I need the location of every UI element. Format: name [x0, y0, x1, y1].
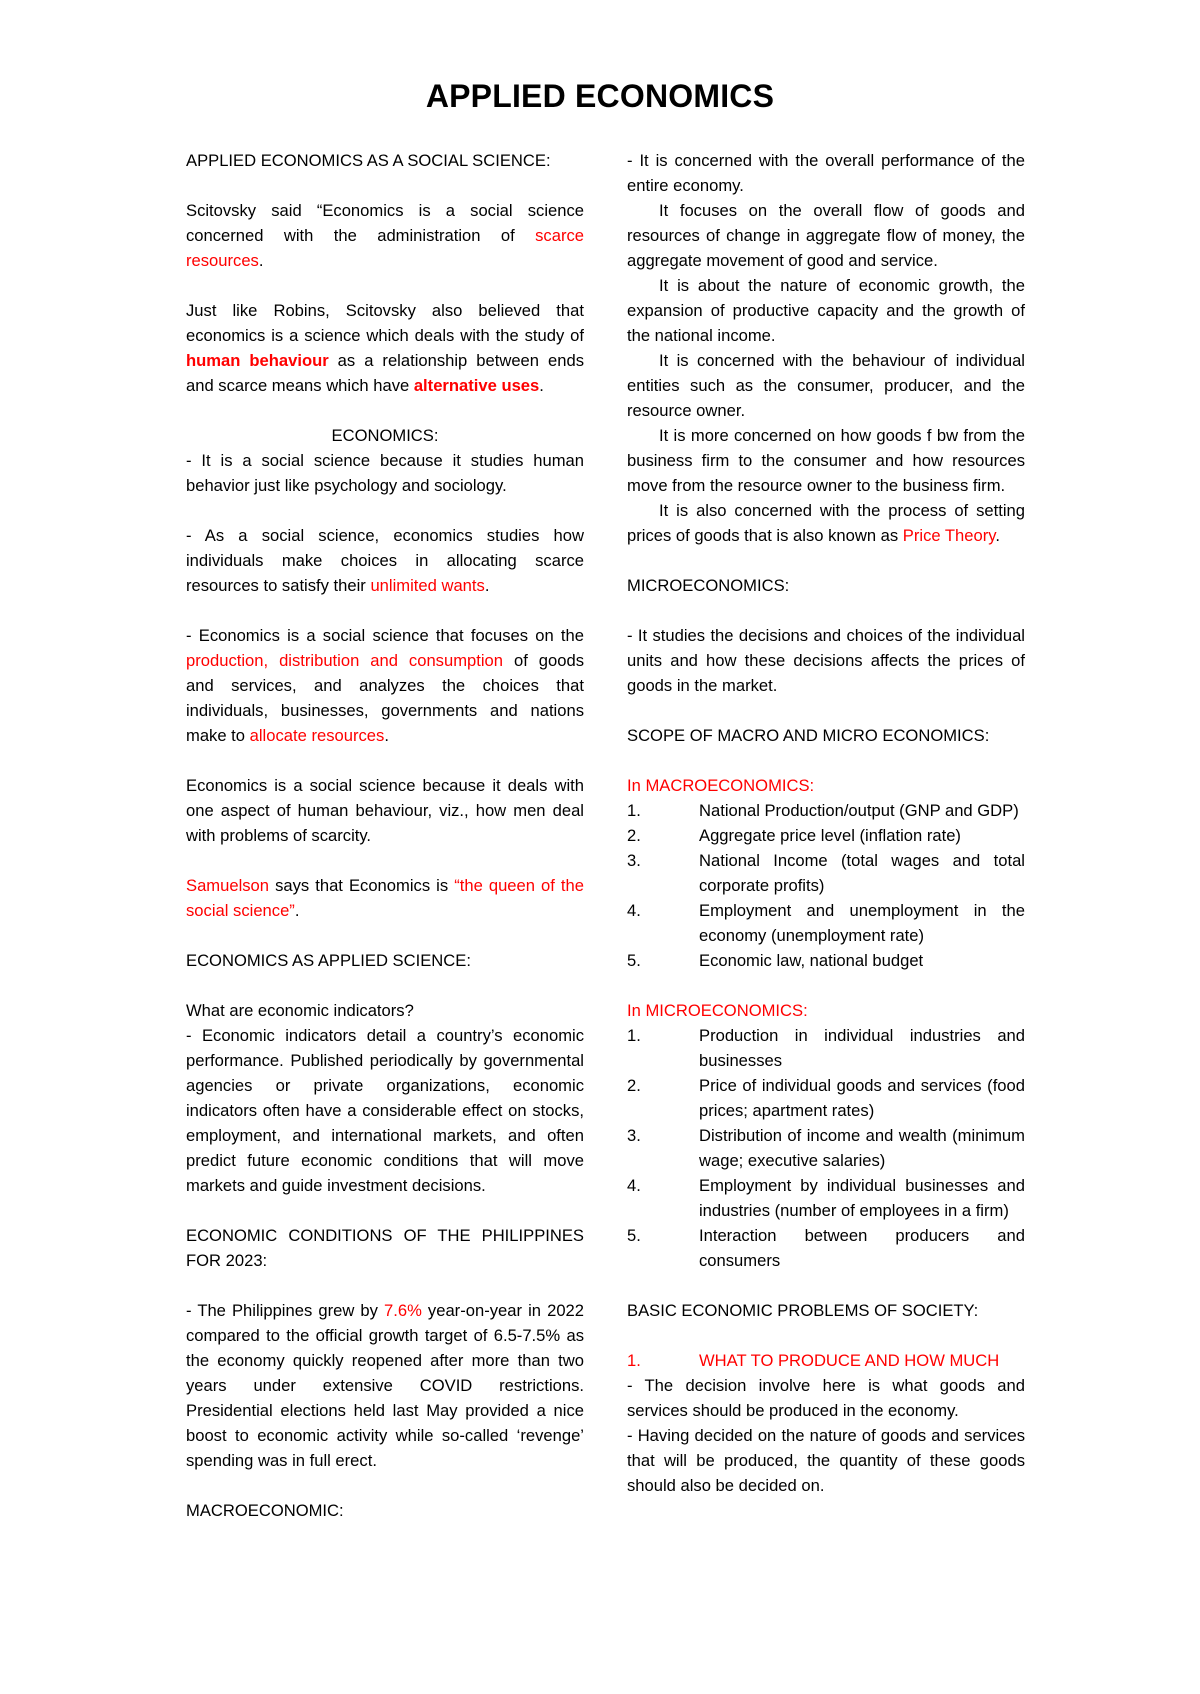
heading-scope: SCOPE OF MACRO AND MICRO ECONOMICS: — [627, 726, 990, 745]
left-column — [186, 148, 584, 1523]
problem-bullet-2: - Having decided on the nature of goods and services that will be produced, the quantity of these goods should also be decided on. — [627, 1426, 1025, 1495]
micro-point-1: - It studies the decisions and choices of the individual units and how these decisions affects the prices of goods in the market. — [627, 626, 1025, 695]
list-item: 3. Distribution of income and wealth (minimum wage; executive salaries) — [627, 1126, 1025, 1170]
heading-philippines: ECONOMIC CONDITIONS OF THE PHILIPPINES FOR 2023: — [186, 1226, 584, 1270]
list-item: 5. Interaction between producers and consumers — [627, 1226, 1025, 1270]
macro-scope-list — [627, 798, 1025, 973]
scarcity-paragraph: Economics is a social science because it deals with one aspect of human behaviour, viz., how men deal with problems of scarcity. — [186, 776, 584, 845]
macro-point-2: It focuses on the overall flow of goods and resources of change in aggregate flow of money, the aggregate movement of good and service. — [627, 201, 1025, 270]
list-item: 4. Employment by individual businesses and industries (number of employees in a firm) — [627, 1176, 1025, 1220]
problem-bullet-1: - The decision involve here is what goods and services should be produced in the economy. — [627, 1376, 1025, 1420]
right-column — [627, 148, 1025, 1498]
heading-microeconomics: MICROECONOMICS: — [627, 576, 790, 595]
list-item: 4. Employment and unemployment in the economy (unemployment rate) — [627, 901, 1025, 945]
heading-social-science: APPLIED ECONOMICS AS A SOCIAL SCIENCE: — [186, 151, 551, 170]
micro-scope-list — [627, 1023, 1025, 1273]
list-item: 1. Production in individual industries and businesses — [627, 1026, 1025, 1070]
indicators-question: What are economic indicators? — [186, 1001, 414, 1020]
problem-heading-1: 1. WHAT TO PRODUCE AND HOW MUCH — [627, 1351, 1000, 1370]
macro-point-4: It is concerned with the behaviour of individual entities such as the consumer, producer, and the resource owner. — [627, 351, 1025, 420]
macro-point-3: It is about the nature of economic growth, the expansion of productive capacity and the growth of the national income. — [627, 276, 1025, 345]
page-title: APPLIED ECONOMICS — [425, 78, 775, 114]
economics-bullet-3: - Economics is a social science that focuses on the production, distribution and consumption of goods and services, and analyzes the choices that individuals, businesses, governments and nations make to allocate resources. — [186, 626, 584, 745]
macro-point-5: It is more concerned on how goods f bw from the business firm to the consumer and how resources move from the resource owner to the business firm. — [627, 426, 1025, 495]
economics-bullet-2: - As a social science, economics studies how individuals make choices in allocating scarce resources to satisfy their unlimited wants. — [186, 526, 584, 595]
heading-basic-problems: BASIC ECONOMIC PROBLEMS OF SOCIETY: — [627, 1301, 979, 1320]
macro-point-6: It is also concerned with the process of setting prices of goods that is also known as Price Theory. — [627, 501, 1025, 545]
list-item: 2. Aggregate price level (inflation rate) — [627, 826, 961, 845]
list-item: 2. Price of individual goods and services (food prices; apartment rates) — [627, 1076, 1025, 1120]
philippines-paragraph: - The Philippines grew by 7.6% year-on-year in 2022 compared to the official growth target of 6.5-7.5% as the economy quickly reopened after more than two years under extensive COVID restrictions. Presidential elections held last May provided a nice boost to economic activity while so-called ‘revenge’ spending was in full erect. — [186, 1301, 585, 1470]
heading-in-macro: In MACROECONOMICS: — [627, 776, 815, 795]
macro-point-1: - It is concerned with the overall performance of the entire economy. — [627, 151, 1025, 195]
scitovsky-paragraph: Scitovsky said “Economics is a social science concerned with the administration of scarce resources. — [186, 201, 584, 270]
samuelson-paragraph: Samuelson says that Economics is “the queen of the social science”. — [186, 876, 584, 920]
robins-paragraph: Just like Robins, Scitovsky also believed that economics is a science which deals with the study of human behaviour as a relationship between ends and scarce means which have alternative uses. — [186, 301, 584, 395]
list-item: 5. Economic law, national budget — [627, 951, 924, 970]
indicators-paragraph: - Economic indicators detail a country’s economic performance. Published periodically by governmental agencies or private organizations, economic indicators often have a considerable effect on stocks, employment, and international markets, and often predict future economic conditions that will move markets and guide investment decisions. — [186, 1026, 584, 1195]
heading-macroeconomic: MACROECONOMIC: — [186, 1501, 344, 1520]
heading-in-micro: In MICROECONOMICS: — [627, 1001, 808, 1020]
heading-economics: ECONOMICS: — [331, 426, 439, 445]
economics-bullet-1: - It is a social science because it studies human behavior just like psychology and sociology. — [186, 451, 584, 495]
list-item: 1. National Production/output (GNP and GDP) — [627, 801, 1019, 820]
list-item: 3. National Income (total wages and total corporate profits) — [627, 851, 1025, 895]
heading-applied-science: ECONOMICS AS APPLIED SCIENCE: — [186, 951, 471, 970]
